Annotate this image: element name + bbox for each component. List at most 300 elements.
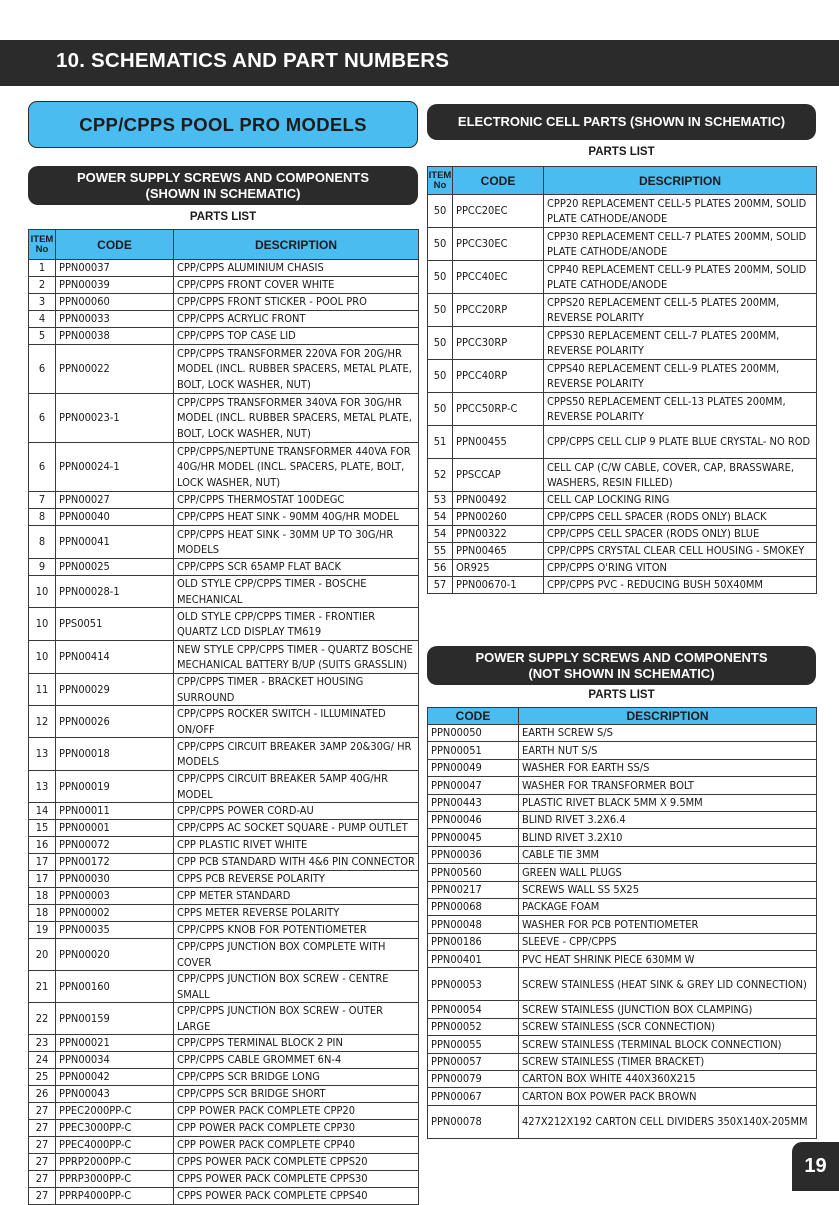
notshown-col-code-header: CODE (428, 708, 519, 725)
cell-code: PPN00670-1 (453, 577, 544, 594)
cell-code: PPN00443 (428, 794, 519, 811)
cell-desc: PLASTIC RIVET BLACK 5MM X 9.5MM (519, 794, 817, 811)
cell-section-title: ELECTRONIC CELL PARTS (SHOWN IN SCHEMATIC) (427, 104, 816, 140)
cell-parts-table (427, 166, 817, 594)
table-row (428, 228, 817, 261)
cell-desc: PVC HEAT SHRINK PIECE 630MM W (519, 951, 817, 968)
cell-desc: SCREW STAINLESS (TIMER BRACKET) (519, 1053, 817, 1070)
cell-code: PPCC30EC (453, 228, 544, 261)
cell-item: 11 (29, 674, 56, 706)
cell-desc: SLEEVE - CPP/CPPS (519, 933, 817, 950)
cell-item: 18 (29, 905, 56, 922)
cell-desc: CPPS POWER PACK COMPLETE CPPS40 (174, 1188, 419, 1205)
cell-code: PPN00049 (428, 759, 519, 776)
table-row (29, 820, 419, 837)
table-row (428, 393, 817, 426)
cell-code: PPN00492 (453, 492, 544, 509)
notshown-col-description-header: DESCRIPTION (519, 708, 817, 725)
table-row (29, 509, 419, 526)
cell-desc: BLIND RIVET 3.2X10 (519, 829, 817, 846)
cell-desc: CPP/CPPS ALUMINIUM CHASIS (174, 260, 419, 277)
cell-desc: EARTH SCREW S/S (519, 725, 817, 742)
cell-item: 21 (29, 971, 56, 1003)
table-row (29, 1103, 419, 1120)
table-row (29, 1035, 419, 1052)
table-row (428, 1105, 817, 1138)
cell-item: 5 (29, 328, 56, 345)
table-row (428, 543, 817, 560)
cell-desc: CPP/CPPS CIRCUIT BREAKER 5AMP 40G/HR MODEL (174, 771, 419, 803)
cell-code: PPN00002 (56, 905, 174, 922)
table-row (29, 905, 419, 922)
table-row (29, 294, 419, 311)
cell-code: PPRP2000PP-C (56, 1154, 174, 1171)
cell-desc: CPPS POWER PACK COMPLETE CPPS30 (174, 1171, 419, 1188)
cell-desc: CPPS50 REPLACEMENT CELL-13 PLATES 200MM, REVERSE POLARITY (544, 393, 817, 426)
cell-desc: CPP POWER PACK COMPLETE CPP30 (174, 1120, 419, 1137)
table-row (428, 968, 817, 1001)
cell-code: PPN00060 (56, 294, 174, 311)
table-row (29, 1154, 419, 1171)
table-row (29, 738, 419, 771)
cell-code: PPEC4000PP-C (56, 1137, 174, 1154)
cell-item: 13 (29, 738, 56, 771)
cell-item: 26 (29, 1086, 56, 1103)
cell-desc: CPP/CPPS FRONT COVER WHITE (174, 277, 419, 294)
cell-code: PPN00068 (428, 898, 519, 915)
table-row (428, 459, 817, 492)
cell-code: PPN00034 (56, 1052, 174, 1069)
cell-item: 19 (29, 922, 56, 939)
table-row (29, 1086, 419, 1103)
cell-code: PPN00054 (428, 1001, 519, 1018)
cell-desc: CPPS PCB REVERSE POLARITY (174, 871, 419, 888)
cell-desc: CARTON BOX POWER PACK BROWN (519, 1088, 817, 1105)
cell-desc: CPP METER STANDARD (174, 888, 419, 905)
table-row (428, 1053, 817, 1070)
cell-code: PPN00050 (428, 725, 519, 742)
cell-code: PPN00072 (56, 837, 174, 854)
cell-item: 53 (428, 492, 453, 509)
cell-code: PPS0051 (56, 608, 174, 641)
cell-item: 27 (29, 1103, 56, 1120)
cell-desc: CPP/CPPS CRYSTAL CLEAR CELL HOUSING - SMOKEY (544, 543, 817, 560)
cell-code: PPN00067 (428, 1088, 519, 1105)
cell-desc: GREEN WALL PLUGS (519, 864, 817, 881)
cell-item: 2 (29, 277, 56, 294)
cell-code: PPN00018 (56, 738, 174, 771)
cell-code: PPCC50RP-C (453, 393, 544, 426)
page-title: 10. SCHEMATICS AND PART NUMBERS (56, 49, 450, 72)
cell-item: 54 (428, 509, 453, 526)
cell-desc: NEW STYLE CPP/CPPS TIMER - QUARTZ BOSCHE MECHANICAL BATTERY B/UP (SUITS GRASSLIN) (174, 641, 419, 674)
cell-item: 10 (29, 576, 56, 608)
table-row (29, 939, 419, 971)
table-row (29, 559, 419, 576)
table-row (428, 881, 817, 898)
cell-item: 9 (29, 559, 56, 576)
cell-item: 50 (428, 393, 453, 426)
table-row (29, 888, 419, 905)
cell-desc: CPP/CPPS O'RING VITON (544, 560, 817, 577)
cell-code: PPN00047 (428, 777, 519, 794)
cell-item: 3 (29, 294, 56, 311)
cell-code: PPCC30RP (453, 327, 544, 360)
table-row (428, 846, 817, 863)
cell-code: PPN00021 (56, 1035, 174, 1052)
table-row (29, 345, 419, 394)
cell-code: OR925 (453, 560, 544, 577)
cell-item: 10 (29, 641, 56, 674)
cell-code: PPN00019 (56, 771, 174, 803)
cell-desc: CPP/CPPS TERMINAL BLOCK 2 PIN (174, 1035, 419, 1052)
cell-code: PPN00078 (428, 1105, 519, 1138)
cell-code: PPCC40EC (453, 261, 544, 294)
cell-item: 25 (29, 1069, 56, 1086)
cell-desc: CPP PCB STANDARD WITH 4&6 PIN CONNECTOR (174, 854, 419, 871)
cell-code: PPN00053 (428, 968, 519, 1001)
table-row (29, 803, 419, 820)
col-description-header: DESCRIPTION (174, 230, 419, 260)
cell-desc: CPP/CPPS AC SOCKET SQUARE - PUMP OUTLET (174, 820, 419, 837)
cell-desc: CABLE TIE 3MM (519, 846, 817, 863)
cell-code: PPN00051 (428, 742, 519, 759)
cell-code: PPN00026 (56, 706, 174, 738)
cell-code: PPEC3000PP-C (56, 1120, 174, 1137)
table-row (29, 492, 419, 509)
cell-item: 17 (29, 854, 56, 871)
cell-desc: CPP POWER PACK COMPLETE CPP40 (174, 1137, 419, 1154)
cell-item: 20 (29, 939, 56, 971)
cell-code: PPN00024-1 (56, 443, 174, 492)
cell-code: PPN00160 (56, 971, 174, 1003)
table-row (29, 922, 419, 939)
cell-desc: CPP20 REPLACEMENT CELL-5 PLATES 200MM, SOLID PLATE CATHODE/ANODE (544, 195, 817, 228)
table-row (29, 1069, 419, 1086)
cell-desc: CPP/CPPS TOP CASE LID (174, 328, 419, 345)
cell-code: PPN00028-1 (56, 576, 174, 608)
cell-desc: SCREW STAINLESS (TERMINAL BLOCK CONNECTION) (519, 1036, 817, 1053)
cell-desc: CPP30 REPLACEMENT CELL-7 PLATES 200MM, SOLID PLATE CATHODE/ANODE (544, 228, 817, 261)
cell-code: PPRP4000PP-C (56, 1188, 174, 1205)
cell-code: PPRP3000PP-C (56, 1171, 174, 1188)
cell-code: PPSCCAP (453, 459, 544, 492)
cell-item: 18 (29, 888, 56, 905)
cell-code: PPN00159 (56, 1003, 174, 1035)
cell-desc: WASHER FOR PCB POTENTIOMETER (519, 916, 817, 933)
cell-code: PPEC2000PP-C (56, 1103, 174, 1120)
cell-code: PPN00020 (56, 939, 174, 971)
table-row (428, 811, 817, 828)
cell-desc: CELL CAP (C/W CABLE, COVER, CAP, BRASSWARE, WASHERS, RESIN FILLED) (544, 459, 817, 492)
cell-code: PPN00414 (56, 641, 174, 674)
cell-desc: CPP/CPPS TIMER - BRACKET HOUSING SURROUND (174, 674, 419, 706)
cell-code: PPN00043 (56, 1086, 174, 1103)
cell-desc: CPP/CPPS ACRYLIC FRONT (174, 311, 419, 328)
cell-code: PPN00401 (428, 951, 519, 968)
table-row (428, 1088, 817, 1105)
cell-item: 23 (29, 1035, 56, 1052)
cell-col-item-header: ITEM No (428, 167, 453, 195)
cell-item: 54 (428, 526, 453, 543)
cell-desc: SCREWS WALL SS 5X25 (519, 881, 817, 898)
cell-desc: CPP/CPPS JUNCTION BOX SCREW - CENTRE SMALL (174, 971, 419, 1003)
table-row (428, 360, 817, 393)
cell-code: PPN00011 (56, 803, 174, 820)
cell-item: 8 (29, 509, 56, 526)
cell-desc: SCREW STAINLESS (HEAT SINK & GREY LID CONNECTION) (519, 968, 817, 1001)
cell-item: 27 (29, 1120, 56, 1137)
cell-item: 1 (29, 260, 56, 277)
models-title: CPP/CPPS POOL PRO MODELS (28, 101, 418, 148)
cell-code: PPN00322 (453, 526, 544, 543)
cell-desc: CPPS30 REPLACEMENT CELL-7 PLATES 200MM, REVERSE POLARITY (544, 327, 817, 360)
cell-item: 13 (29, 771, 56, 803)
table-row (29, 394, 419, 443)
cell-desc: SCREW STAINLESS (JUNCTION BOX CLAMPING) (519, 1001, 817, 1018)
cell-item: 50 (428, 294, 453, 327)
cell-desc: CPP/CPPS TRANSFORMER 220VA FOR 20G/HR MODEL (INCL. RUBBER SPACERS, METAL PLATE, BOLT, LOCK WASHER, NUT) (174, 345, 419, 394)
cell-desc: 427X212X192 CARTON CELL DIVIDERS 350X140X-205MM (519, 1105, 817, 1138)
table-row (428, 829, 817, 846)
table-row (29, 1120, 419, 1137)
table-row (29, 526, 419, 559)
cell-code: PPN00455 (453, 426, 544, 459)
cell-desc: OLD STYLE CPP/CPPS TIMER - FRONTIER QUARTZ LCD DISPLAY TM619 (174, 608, 419, 641)
table-row (428, 742, 817, 759)
cell-code: PPN00035 (56, 922, 174, 939)
cell-desc: CPP/CPPS JUNCTION BOX SCREW - OUTER LARGE (174, 1003, 419, 1035)
cell-desc: CPP/CPPS KNOB FOR POTENTIOMETER (174, 922, 419, 939)
cell-item: 50 (428, 327, 453, 360)
cell-item: 50 (428, 195, 453, 228)
table-row (428, 864, 817, 881)
cell-desc: CPP/CPPS SCR BRIDGE LONG (174, 1069, 419, 1086)
cell-desc: WASHER FOR EARTH SS/S (519, 759, 817, 776)
cell-item: 24 (29, 1052, 56, 1069)
cell-item: 50 (428, 228, 453, 261)
table-row (428, 577, 817, 594)
cell-code: PPN00001 (56, 820, 174, 837)
table-row (428, 725, 817, 742)
table-row (428, 898, 817, 915)
cell-item: 6 (29, 394, 56, 443)
table-row (29, 608, 419, 641)
table-row (29, 576, 419, 608)
cell-desc: CPP/CPPS HEAT SINK - 30MM UP TO 30G/HR MODELS (174, 526, 419, 559)
cell-desc: CPP/CPPS FRONT STICKER - POOL PRO (174, 294, 419, 311)
col-item-header: ITEM No (29, 230, 56, 260)
table-row (29, 971, 419, 1003)
cell-desc: CELL CAP LOCKING RING (544, 492, 817, 509)
table-row (29, 1003, 419, 1035)
page-header (0, 40, 839, 86)
cell-code: PPN00040 (56, 509, 174, 526)
cell-item: 10 (29, 608, 56, 641)
cell-code: PPN00465 (453, 543, 544, 560)
cell-item: 6 (29, 345, 56, 394)
table-row (428, 916, 817, 933)
cell-code: PPN00030 (56, 871, 174, 888)
cell-code: PPN00023-1 (56, 394, 174, 443)
cell-item: 50 (428, 360, 453, 393)
cell-code: PPN00057 (428, 1053, 519, 1070)
notshown-parts-table (427, 707, 817, 1139)
table-row (428, 794, 817, 811)
cell-desc: CPP/CPPS CIRCUIT BREAKER 3AMP 20&30G/ HR MODELS (174, 738, 419, 771)
table-row (29, 328, 419, 345)
cell-desc: CPP/CPPS ROCKER SWITCH - ILLUMINATED ON/OFF (174, 706, 419, 738)
table-row (428, 560, 817, 577)
cell-col-description-header: DESCRIPTION (544, 167, 817, 195)
cell-desc: CPPS METER REVERSE POLARITY (174, 905, 419, 922)
cell-code: PPN00003 (56, 888, 174, 905)
cell-code: PPN00052 (428, 1018, 519, 1035)
left-section-title: POWER SUPPLY SCREWS AND COMPONENTS (SHOWN IN SCHEMATIC) (28, 166, 418, 205)
table-row (428, 1001, 817, 1018)
cell-item: 56 (428, 560, 453, 577)
cell-desc: CPP/CPPS POWER CORD-AU (174, 803, 419, 820)
cell-code: PPN00029 (56, 674, 174, 706)
table-row (29, 311, 419, 328)
cell-desc: CPP/CPPS PVC - REDUCING BUSH 50X40MM (544, 577, 817, 594)
cell-item: 15 (29, 820, 56, 837)
cell-desc: CARTON BOX WHITE 440X360X215 (519, 1071, 817, 1088)
cell-item: 16 (29, 837, 56, 854)
table-row (428, 426, 817, 459)
table-row (428, 509, 817, 526)
table-row (428, 759, 817, 776)
table-row (29, 641, 419, 674)
cell-desc: CPP/CPPS CABLE GROMMET 6N-4 (174, 1052, 419, 1069)
cell-desc: CPP/CPPS CELL SPACER (RODS ONLY) BLUE (544, 526, 817, 543)
cell-code: PPN00041 (56, 526, 174, 559)
table-row (29, 443, 419, 492)
table-row (29, 771, 419, 803)
cell-desc: CPP/CPPS TRANSFORMER 340VA FOR 30G/HR MODEL (INCL. RUBBER SPACERS, METAL PLATE, BOLT, LOCK WASHER, NUT) (174, 394, 419, 443)
table-row (428, 951, 817, 968)
table-row (29, 1188, 419, 1205)
cell-desc: SCREW STAINLESS (SCR CONNECTION) (519, 1018, 817, 1035)
table-row (29, 706, 419, 738)
table-row (29, 674, 419, 706)
cell-code: PPCC20RP (453, 294, 544, 327)
table-row (428, 327, 817, 360)
page-number: 19 (792, 1142, 839, 1191)
table-row (29, 1052, 419, 1069)
cell-desc: EARTH NUT S/S (519, 742, 817, 759)
cell-desc: CPP/CPPS/NEPTUNE TRANSFORMER 440VA FOR 40G/HR MODEL (INCL. SPACERS, PLATE, BOLT, LOCK WASHER, NUT) (174, 443, 419, 492)
table-row (428, 1036, 817, 1053)
cell-code: PPN00033 (56, 311, 174, 328)
left-parts-table (28, 229, 419, 1205)
cell-code: PPN00048 (428, 916, 519, 933)
cell-item: 17 (29, 871, 56, 888)
table-row (29, 1137, 419, 1154)
cell-code: PPN00172 (56, 854, 174, 871)
cell-code: PPCC20EC (453, 195, 544, 228)
notshown-section-title: POWER SUPPLY SCREWS AND COMPONENTS (NOT SHOWN IN SCHEMATIC) (427, 646, 816, 685)
cell-item: 27 (29, 1171, 56, 1188)
cell-item: 4 (29, 311, 56, 328)
cell-item: 57 (428, 577, 453, 594)
cell-desc: CPP/CPPS CELL CLIP 9 PLATE BLUE CRYSTAL- NO ROD (544, 426, 817, 459)
cell-code: PPN00046 (428, 811, 519, 828)
cell-item: 8 (29, 526, 56, 559)
cell-desc: CPPS20 REPLACEMENT CELL-5 PLATES 200MM, REVERSE POLARITY (544, 294, 817, 327)
table-row (29, 260, 419, 277)
table-row (428, 526, 817, 543)
cell-desc: CPPS POWER PACK COMPLETE CPPS20 (174, 1154, 419, 1171)
left-parts-list-label: PARTS LIST (189, 211, 257, 223)
table-row (428, 777, 817, 794)
cell-col-code-header: CODE (453, 167, 544, 195)
cell-code: PPN00027 (56, 492, 174, 509)
cell-code: PPN00022 (56, 345, 174, 394)
table-row (428, 1018, 817, 1035)
cell-code: PPN00025 (56, 559, 174, 576)
cell-item: 7 (29, 492, 56, 509)
table-row (428, 933, 817, 950)
cell-item: 12 (29, 706, 56, 738)
cell-item: 55 (428, 543, 453, 560)
cell-desc: CPP/CPPS SCR BRIDGE SHORT (174, 1086, 419, 1103)
table-row (29, 1171, 419, 1188)
cell-desc: WASHER FOR TRANSFORMER BOLT (519, 777, 817, 794)
cell-item: 22 (29, 1003, 56, 1035)
cell-desc: CPP/CPPS JUNCTION BOX COMPLETE WITH COVER (174, 939, 419, 971)
col-code-header: CODE (56, 230, 174, 260)
cell-desc: CPP40 REPLACEMENT CELL-9 PLATES 200MM, SOLID PLATE CATHODE/ANODE (544, 261, 817, 294)
cell-code: PPN00217 (428, 881, 519, 898)
cell-code: PPN00560 (428, 864, 519, 881)
cell-item: 27 (29, 1137, 56, 1154)
cell-item: 50 (428, 261, 453, 294)
table-row (428, 195, 817, 228)
cell-desc: CPP PLASTIC RIVET WHITE (174, 837, 419, 854)
table-row (428, 294, 817, 327)
table-row (428, 261, 817, 294)
cell-code: PPN00036 (428, 846, 519, 863)
cell-item: 51 (428, 426, 453, 459)
cell-desc: CPP/CPPS SCR 65AMP FLAT BACK (174, 559, 419, 576)
cell-code: PPN00186 (428, 933, 519, 950)
cell-desc: PACKAGE FOAM (519, 898, 817, 915)
cell-code: PPCC40RP (453, 360, 544, 393)
cell-code: PPN00042 (56, 1069, 174, 1086)
cell-code: PPN00045 (428, 829, 519, 846)
notshown-parts-list-label: PARTS LIST (588, 689, 655, 701)
cell-desc: BLIND RIVET 3.2X6.4 (519, 811, 817, 828)
cell-item: 27 (29, 1154, 56, 1171)
table-row (428, 492, 817, 509)
cell-desc: OLD STYLE CPP/CPPS TIMER - BOSCHE MECHANICAL (174, 576, 419, 608)
table-row (29, 871, 419, 888)
cell-desc: CPP/CPPS CELL SPACER (RODS ONLY) BLACK (544, 509, 817, 526)
table-row (428, 1071, 817, 1088)
cell-item: 14 (29, 803, 56, 820)
cell-parts-list-label: PARTS LIST (588, 146, 655, 158)
cell-code: PPN00039 (56, 277, 174, 294)
cell-item: 6 (29, 443, 56, 492)
cell-desc: CPP/CPPS THERMOSTAT 100DEGC (174, 492, 419, 509)
cell-item: 52 (428, 459, 453, 492)
table-row (29, 837, 419, 854)
table-row (29, 277, 419, 294)
cell-code: PPN00260 (453, 509, 544, 526)
cell-item: 27 (29, 1188, 56, 1205)
cell-code: PPN00079 (428, 1071, 519, 1088)
